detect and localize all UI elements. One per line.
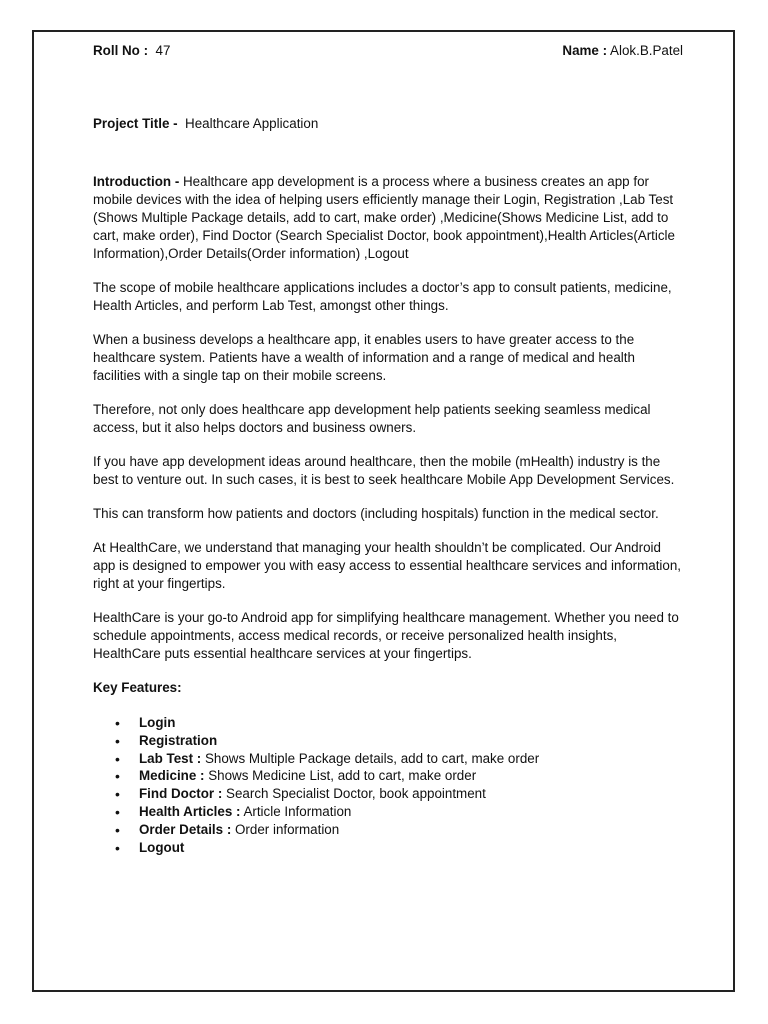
project-title-value: Healthcare Application xyxy=(185,116,319,131)
name-value: Alok.B.Patel xyxy=(610,43,683,58)
feature-label: Order Details : xyxy=(139,821,232,837)
feature-label: Login xyxy=(139,715,176,730)
name-label: Name : xyxy=(562,43,608,58)
feature-desc: Shows Medicine List, add to cart, make order xyxy=(208,768,477,784)
introduction-label: Introduction - xyxy=(93,174,180,189)
feature-label: Find Doctor : xyxy=(139,786,223,802)
paragraph: When a business develops a healthcare app, it enables users to have greater access to the healthcare system. Patients have a wealth of information and a range of medical and health facilities with a single tap on their mobile screens. xyxy=(93,332,635,383)
list-item xyxy=(139,821,683,839)
roll-label: Roll No : xyxy=(93,43,149,58)
paragraph: At HealthCare, we understand that managing your health shouldn’t be complicated. Our Android app is designed to empower you with easy access to essential healthcare services and information, right at your fingertips. xyxy=(93,540,682,591)
project-title-label: Project Title - xyxy=(93,116,178,131)
list-item xyxy=(139,803,683,821)
feature-label: Medicine : xyxy=(139,768,205,784)
list-item xyxy=(139,767,683,785)
roll-value: 47 xyxy=(155,43,171,58)
feature-label: Health Articles : xyxy=(139,803,241,819)
roll-number xyxy=(93,42,170,62)
paragraph: HealthCare is your go-to Android app for simplifying healthcare management. Whether you need to schedule appointments, access medical records, or receive personalized health insights, HealthCare puts essential healthcare services at your fingertips. xyxy=(93,610,679,661)
feature-label: Registration xyxy=(139,732,218,748)
feature-desc: Shows Multiple Package details, add to cart, make order xyxy=(204,750,540,766)
paragraph: Therefore, not only does healthcare app development help patients seeking seamless medical access, but it also helps doctors and business owners. xyxy=(93,402,651,435)
paragraph: The scope of mobile healthcare applications includes a doctor’s app to consult patients, medicine, Health Articles, and perform Lab Test, amongst other things. xyxy=(93,280,672,313)
introduction xyxy=(93,173,683,263)
feature-label: Logout xyxy=(139,839,185,855)
list-item xyxy=(139,750,683,768)
list-item xyxy=(139,732,683,750)
feature-desc: Search Specialist Doctor, book appointment xyxy=(226,786,486,802)
paragraph: This can transform how patients and doctors (including hospitals) function in the medical sector. xyxy=(93,506,659,521)
list-item xyxy=(139,714,683,732)
project-title xyxy=(93,115,683,133)
introduction-text: Healthcare app development is a process where a business creates an app for mobile devices with the idea of helping users efficiently manage their Login, Registration ,Lab Test (Shows Multiple Package details, add to cart, make order) ,Medicine(Shows Medicine List, add to cart, make order), Find Doctor (Search Specialist Doctor, book appointment),Health Articles(Article Information),Order Details(Order information) ,Logout xyxy=(93,174,675,261)
list-item xyxy=(139,785,683,803)
document-body xyxy=(93,42,683,856)
document-header xyxy=(93,42,683,62)
key-features-list xyxy=(93,714,683,856)
list-item xyxy=(139,839,683,857)
student-name xyxy=(562,42,683,62)
feature-desc: Order information xyxy=(235,821,340,837)
feature-desc: Article Information xyxy=(243,803,352,819)
key-features-heading xyxy=(93,679,683,697)
paragraph: If you have app development ideas around healthcare, then the mobile (mHealth) industry is the best to venture out. In such cases, it is best to seek healthcare Mobile App Development Services. xyxy=(93,454,675,487)
key-features-heading-text: Key Features: xyxy=(93,680,182,695)
feature-label: Lab Test : xyxy=(139,750,202,766)
